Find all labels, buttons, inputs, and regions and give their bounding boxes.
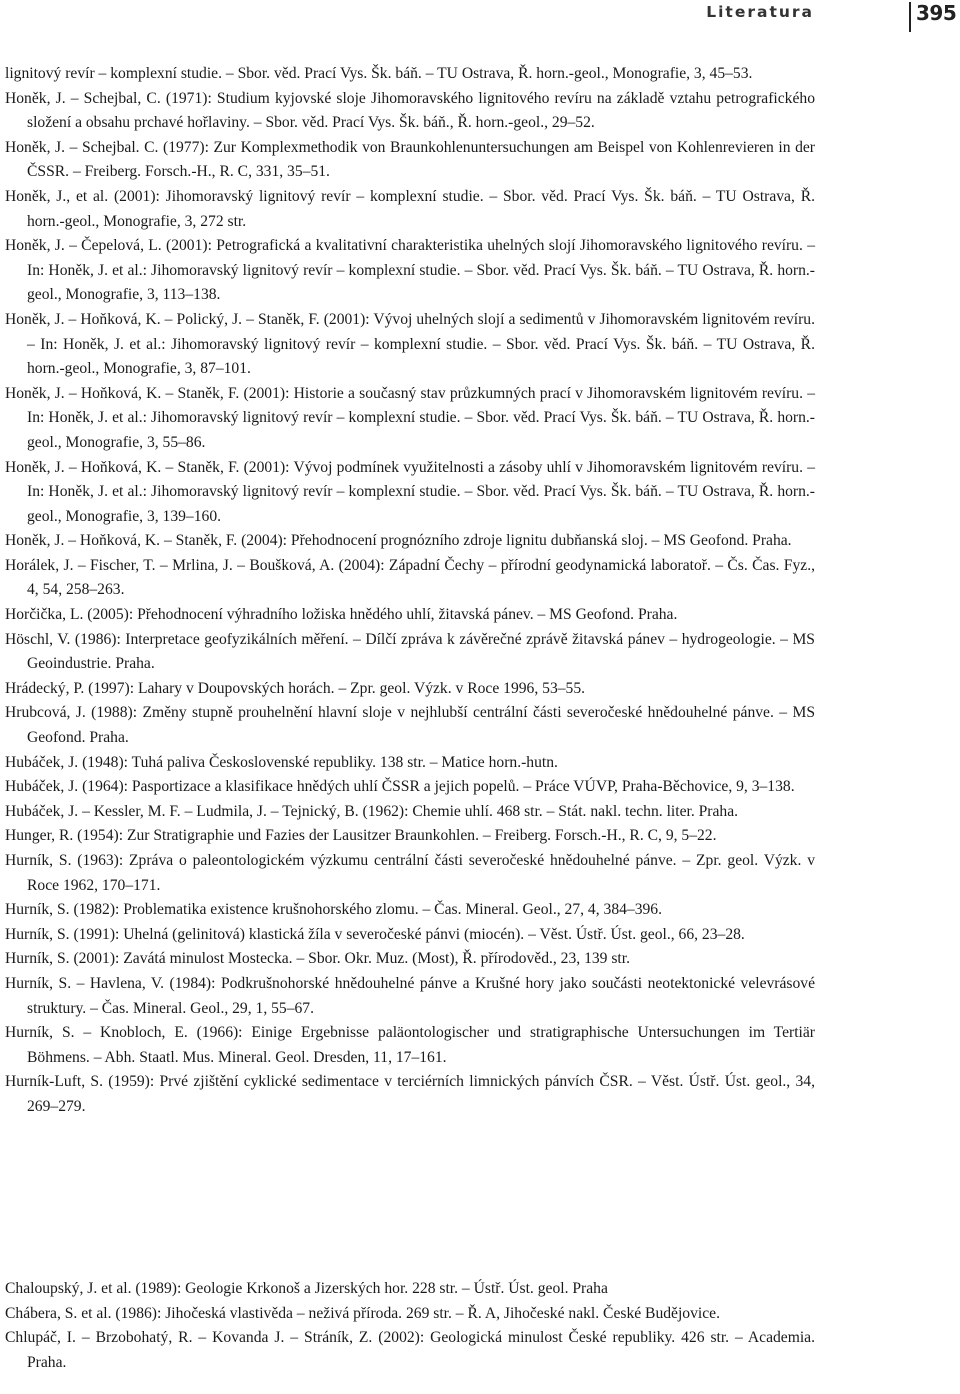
page-header xyxy=(0,0,960,34)
reference-entry: Hurník, S. (1963): Zpráva o paleontologickém výzkumu centrální části severočeské hnědouhelné pánve. – Zpr. geol. Výzk. v Roce 1962, 170–171. xyxy=(5,852,815,894)
reference-entry: Chlupáč, I. – Brzobohatý, R. – Kovanda J. – Stráník, Z. (2002): Geologická minulost České republiky. 426 str. – Academia. Praha. xyxy=(5,1329,815,1371)
reference-entry: Honěk, J. – Hoňková, K. – Staněk, F. (2004): Přehodnocení prognózního zdroje lignitu dubňanská sloj. – MS Geofond. Praha. xyxy=(5,532,792,550)
reference-entry: Hubáček, J. (1964): Pasportizace a klasifikace hnědých uhlí ČSSR a jejich popelů. – Práce VÚVP, Praha-Běchovice, 9, 3–138. xyxy=(5,778,795,796)
reference-entry: Chaloupský, J. et al. (1989): Geologie Krkonoš a Jizerských hor. 228 str. – Ústř. Úst. geol. Praha xyxy=(5,1280,608,1297)
reference-entry: Horálek, J. – Fischer, T. – Mrlina, J. – Boušková, A. (2004): Západní Čechy – přírodní geodynamická laboratoř. – Čs. Čas. Fyz., 4, 54, 258–263. xyxy=(5,556,815,599)
reference-entry: Hubáček, J. – Kessler, M. F. – Ludmila, J. – Tejnický, B. (1962): Chemie uhlí. 468 str. – Stát. nakl. techn. liter. Praha. xyxy=(5,802,739,820)
reference-entry: Horčička, L. (2005): Přehodnocení výhradního ložiska hnědého uhlí, žitavská pánev. – MS Geofond. Praha. xyxy=(5,606,678,624)
reference-entry: Honěk, J. – Schejbal, C. (1971): Studium kyjovské sloje Jihomoravského lignitového revíru na základě vztahu petrografického složení a obsahu prchavé hořlaviny. – Sbor. věd. Prací Vys. Šk. báň., Ř. horn.-geol., 29–52. xyxy=(5,89,815,132)
reference-entry: Honěk, J. – Hoňková, K. – Staněk, F. (2001): Vývoj podmínek využitelnosti a zásoby uhlí v Jihomoravském lignitovém revíru. – In: Honěk, J. et al.: Jihomoravský lignitový revír – komplexní studie. – Sbor. věd. Prací Vys. Šk. báň. – TU Ostrava, Ř. horn.-geol., Monografie, 3, 139–160. xyxy=(5,458,815,525)
section-title: Literatura xyxy=(706,3,814,21)
reference-entry: Hurník, S. – Knobloch, E. (1966): Einige Ergebnisse paläontologischer und stratigraphische Untersuchungen im Tertiär Böhmens. – Abh. Staatl. Mus. Mineral. Geol. Dresden, 11, 17–161. xyxy=(5,1024,815,1066)
reference-entry: Hurník, S. (2001): Zavátá minulost Mostecka. – Sbor. Okr. Muz. (Most), Ř. přírodověd., 23, 139 str. xyxy=(5,950,630,968)
reference-entry: Hurník, S. – Havlena, V. (1984): Podkrušnohorské hnědouhelné pánve a Krušné hory jako součásti neotektonické velevrásové struktury. – Čas. Mineral. Geol., 29, 1, 55–67. xyxy=(5,974,815,1017)
reference-entry: Hurník, S. (1982): Problematika existence krušnohorského zlomu. – Čas. Mineral. Geol., 27, 4, 384–396. xyxy=(5,901,663,919)
reference-entry: Honěk, J. – Čepelová, L. (2001): Petrografická a kvalitativní charakteristika uhelných slojí Jihomoravského lignitového revíru. – In: Honěk, J. et al.: Jihomoravský lignitový revír – komplexní studie. – Sbor. věd. Prací Vys. Šk. báň. – TU Ostrava, Ř. horn.-geol., Monografie, 3, 113–138. xyxy=(5,237,815,304)
reference-entry: Hubáček, J. (1948): Tuhá paliva Československé republiky. 138 str. – Matice horn.-hutn. xyxy=(5,753,558,771)
reference-entry: Honěk, J. – Hoňková, K. – Staněk, F. (2001): Historie a současný stav průzkumných prací v Jihomoravském lignitovém revíru. – In: Honěk, J. et al.: Jihomoravský lignitový revír – komplexní studie. – Sbor. věd. Prací Vys. Šk. báň. – TU Ostrava, Ř. horn.-geol., Monografie, 3, 55–86. xyxy=(5,384,815,451)
reference-entry: Honěk, J. – Hoňková, K. – Polický, J. – Staněk, F. (2001): Vývoj uhelných slojí a sedimentů v Jihomoravském lignitovém revíru. – In: Honěk, J. et al.: Jihomoravský lignitový revír – komplexní studie. – Sbor. věd. Prací Vys. Šk. báň. – TU Ostrava, Ř. horn.-geol., Monografie, 3, 87–101. xyxy=(5,310,815,378)
reference-list-ch xyxy=(5,1277,815,1375)
reference-list xyxy=(5,62,815,1120)
header-divider xyxy=(909,2,911,32)
reference-entry: Hrádecký, P. (1997): Lahary v Doupovských horách. – Zpr. geol. Výzk. v Roce 1996, 53–55. xyxy=(5,679,586,697)
reference-entry: Hurník-Luft, S. (1959): Prvé zjištění cyklické sedimentace v terciérních limnických pánvích ČSR. – Věst. Ústř. Úst. geol., 34, 269–279. xyxy=(5,1073,815,1115)
reference-entry: Hunger, R. (1954): Zur Stratigraphie und Fazies der Lausitzer Braunkohlen. – Freiberg. Forsch.-H., R. C, 9, 5–22. xyxy=(5,827,717,845)
page-number: 395 xyxy=(916,1,957,25)
reference-entry: Höschl, V. (1986): Interpretace geofyzikálních měření. – Dílčí zpráva k závěrečné zprávě žitavská pánev – hydrogeologie. – MS Geoindustrie. Praha. xyxy=(5,630,815,673)
reference-entry: lignitový revír – komplexní studie. – Sbor. věd. Prací Vys. Šk. báň. – TU Ostrava, Ř. horn.-geol., Monografie, 3, 45–53. xyxy=(5,65,753,82)
reference-entry: Hrubcová, J. (1988): Změny stupně prouhelnění hlavní sloje v nejhlubší centrální části severočeské hnědouhelné pánve. – MS Geofond. Praha. xyxy=(5,704,815,747)
reference-entry: Hurník, S. (1991): Uhelná (gelinitová) klastická žíla v severočeské pánvi (miocén). – Věst. Ústř. Úst. geol., 66, 23–28. xyxy=(5,925,745,943)
reference-entry: Honěk, J., et al. (2001): Jihomoravský lignitový revír – komplexní studie. – Sbor. věd. Prací Vys. Šk. báň. – TU Ostrava, Ř. horn.-geol., Monografie, 3, 272 str. xyxy=(5,187,815,230)
reference-entry: Honěk, J. – Schejbal. C. (1977): Zur Komplexmethodik von Braunkohlenuntersuchungen am Beispel von Kohlenrevieren in der ČSSR. – Freiberg. Forsch.-H., R. C, 331, 35–51. xyxy=(5,138,815,181)
reference-entry: Chábera, S. et al. (1986): Jihočeská vlastivěda – neživá příroda. 269 str. – Ř. A, Jihočeské nakl. České Budějovice. xyxy=(5,1304,720,1322)
